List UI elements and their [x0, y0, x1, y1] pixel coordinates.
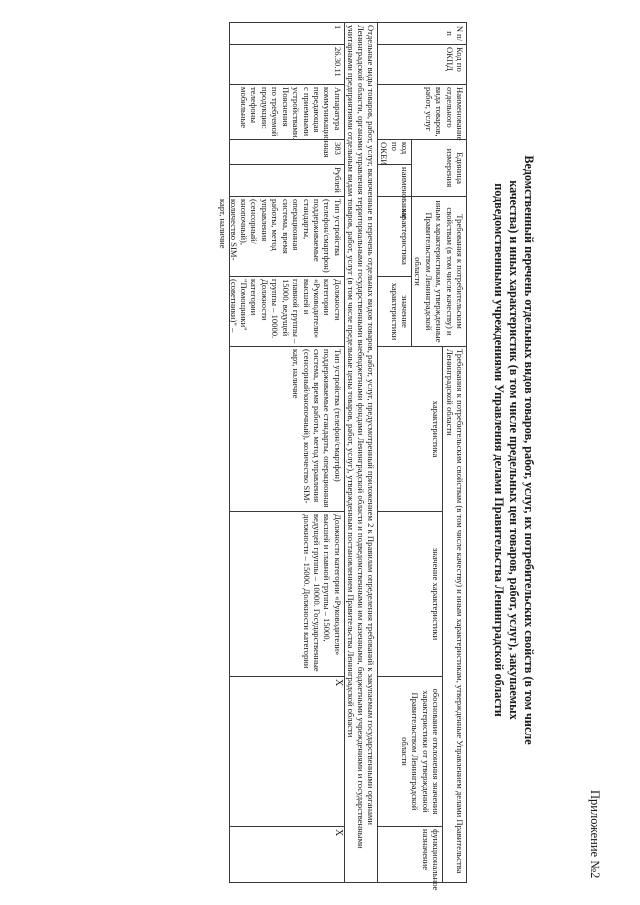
- row-function: [229, 827, 344, 883]
- row-gov-value-text: Должности категории «Руководители» высшей и главной группы – 15000, ведущей группы – 10000. Должности категории "Помощники" (советники)" –: [228, 279, 343, 344]
- row-dept-value-text: Должности категории «Руководители» высшей и главной группы – 15000, ведущей группы – 10000. Государственные должности – 15000. Должности категории: [301, 514, 343, 672]
- title-line-1: Ведомственный перечень отдельных видов товаров, работ, услуг, их потребительских свойств (в том числе: [522, 155, 536, 745]
- header-gov-requirements: Требования к потребительским свойствам (в том числе качеству) и иным характеристикам, утвержденные Правительством Ленинградской области: [411, 197, 466, 347]
- header-unit-name: наименование: [377, 165, 411, 197]
- row-okpd: [229, 45, 344, 85]
- row-num-text: 1: [332, 25, 343, 30]
- header-gov-characteristic: характеристика: [377, 197, 411, 277]
- header-dept-requirements: Требования к потребительским свойствам (в том числе качеству) и иным характеристикам, утвержденные Управлением делами Правительства Ленинградской области: [443, 347, 467, 883]
- row-justification-text: X: [332, 679, 344, 687]
- row-justification: [229, 677, 344, 827]
- header-function: функциональное назначение: [377, 827, 442, 883]
- section-description: Отдельные виды товаров, работ, услуг, включенные в перечень отдельных видов товаров, работ, услуг, предусмотренный приложением 2 к Правилам определения требований к закупаемым государственными органами Ленинградской области, органами управления территориальными государственными внебюджетными фондами Ленинградской области и подведомственными им казенными, бюджетными учреждениями и государственными унитарными предприятиями отдельным видам товаров, работ, услуг (в том числе предельные цены товаров, работ, услуг), утвержденным постановлением Правительства Ленинградской области: [344, 23, 377, 883]
- header-dept-characteristic: характеристика: [377, 347, 442, 512]
- row-dept-value: [229, 512, 344, 677]
- header-okpd: Код по ОКПД: [377, 45, 466, 85]
- header-okei-code: код по ОКЕИ: [377, 140, 411, 165]
- title-line-2: качества) и иных характеристик (в том числе предельных цен товаров, работ, услуг), закупаемых: [507, 180, 521, 720]
- title-line-3: подведомственными учреждениями Управления делами Правительства Ленинградской области: [492, 183, 506, 717]
- row-dept-characteristic-text: Тип устройства (телефон/смартфон) поддерживаемые стандарты, операционная система, время работы, метод управления (сенсорный/кнопочный), количество SIM-карт, наличие: [291, 349, 343, 508]
- row-num: [229, 23, 344, 45]
- row-gov-value: [229, 277, 344, 347]
- requirements-table: [218, 22, 467, 891]
- row-gov-characteristic: [218, 197, 344, 277]
- appendix-label: Приложение №2: [588, 790, 602, 879]
- section-row: [344, 23, 377, 883]
- row-gov-characteristic-text: Тип устройства (телефон/смартфон) поддерживаемые стандарты, операционная система, время работы, метод управления (сенсорный/кнопочный), количество SIM-карт, наличие: [218, 199, 343, 273]
- row-okpd-text: 26.30.11: [332, 47, 343, 77]
- row-name-text: Аппаратура коммуникационная передающая с приемными устройствами. Пояснения по требуемой продукции: телефоны мобильные: [239, 87, 343, 158]
- row-function-text: X: [332, 829, 344, 837]
- row-okei-code-text: 383: [332, 142, 343, 155]
- row-unit-name-text: Рублей: [332, 167, 343, 193]
- header-dept-value: значение характеристики: [377, 512, 442, 677]
- document-title: [491, 40, 536, 860]
- header-gov-value: значение характеристики: [377, 277, 411, 347]
- row-unit-name: [229, 165, 344, 197]
- header-unit: Единица измерения: [411, 140, 466, 197]
- header-row-1: [443, 23, 467, 883]
- header-name: Наименование отдельного вида товаров, работ, услуг: [377, 85, 466, 140]
- header-justification: обоснование отклонения значения характеристики от утвержденной Правительством Ленинградской области: [377, 677, 442, 827]
- table-row: [229, 23, 344, 883]
- row-dept-characteristic: [229, 347, 344, 512]
- header-num: N п/п: [377, 23, 466, 45]
